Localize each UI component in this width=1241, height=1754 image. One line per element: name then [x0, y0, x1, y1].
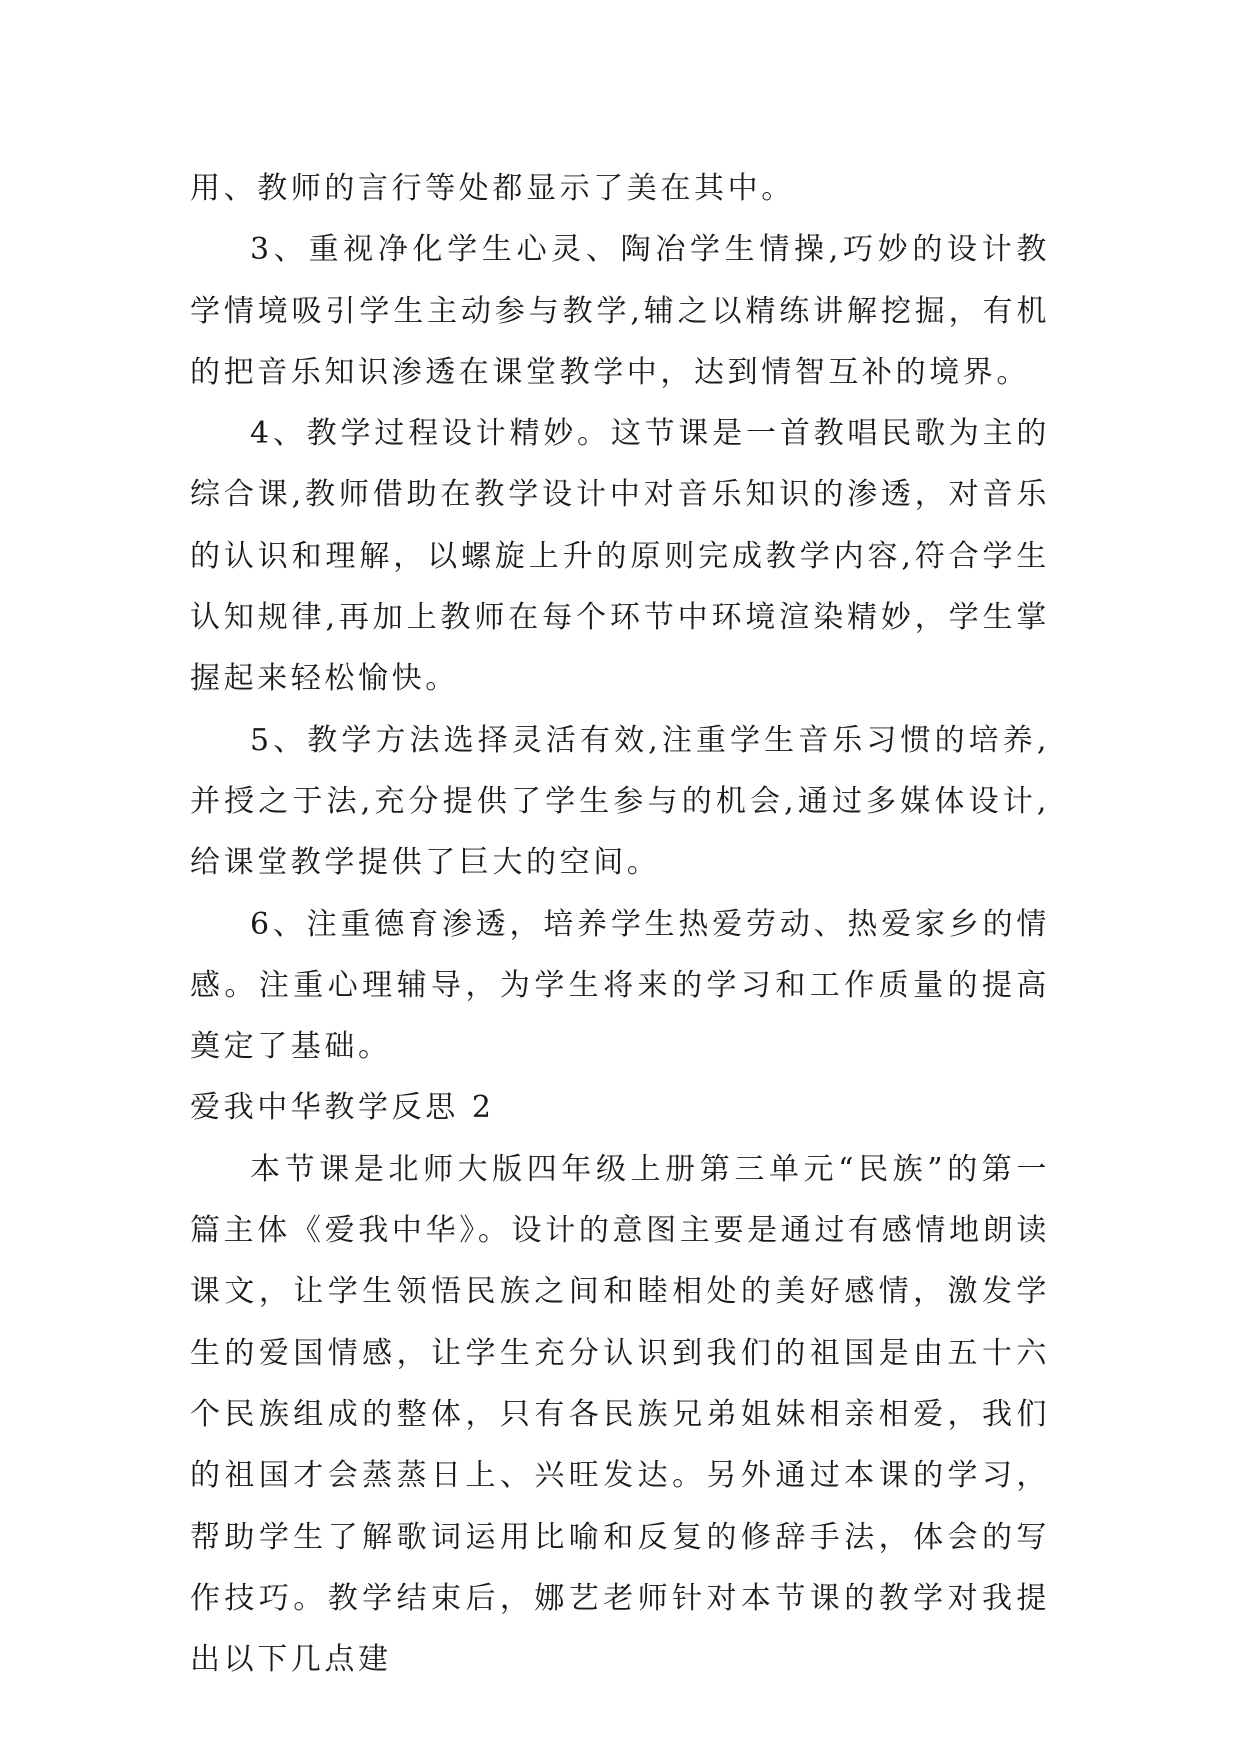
paragraph-reflection-2-intro: 本节课是北师大版四年级上册第三单元“民族”的第一篇主体《爱我中华》。设计的意图主要是通过有感情地朗读课文，让学生领悟民族之间和睦相处的美好感情，激发学生的爱国情感，让学生充分认识到我们的祖国是由五十六个民族组成的整体，只有各民族兄弟姐妹相亲相爱，我们的祖国才会蒸蒸日上、兴旺发达。另外通过本课的学习，帮助学生了解歌词运用比喻和反复的修辞手法，体会的写作技巧。教学结束后，娜艺老师针对本节课的教学对我提出以下几点建 [190, 1151, 1050, 1678]
paragraph-point-6: 6、注重德育渗透，培养学生热爱劳动、热爱家乡的情感。注重心理辅导，为学生将来的学习和工作质量的提高奠定了基础。 [190, 906, 1050, 1065]
paragraph-point-3: 3、重视净化学生心灵、陶冶学生情操,巧妙的设计教学情境吸引学生主动参与教学,辅之以精练讲解挖掘，有机的把音乐知识渗透在课堂教学中，达到情智互补的境界。 [190, 232, 1050, 390]
paragraph-continuation: 用、教师的言行等处都显示了美在其中。 [190, 171, 795, 206]
paragraph-point-5: 5、教学方法选择灵活有效,注重学生音乐习惯的培养,并授之于法,充分提供了学生参与的机会,通过多媒体设计,给课堂教学提供了巨大的空间。 [190, 722, 1050, 881]
section-heading: 爱我中华教学反思 2 [190, 1090, 495, 1126]
document-body [190, 158, 1050, 1690]
paragraph-point-4: 4、教学过程设计精妙。这节课是一首教唱民歌为主的综合课,教师借助在教学设计中对音乐知识的渗透，对音乐的认识和理解，以螺旋上升的原则完成教学内容,符合学生认知规律,再加上教师在每个环节中环境渲染精妙，学生掌握起来轻松愉快。 [190, 416, 1050, 697]
